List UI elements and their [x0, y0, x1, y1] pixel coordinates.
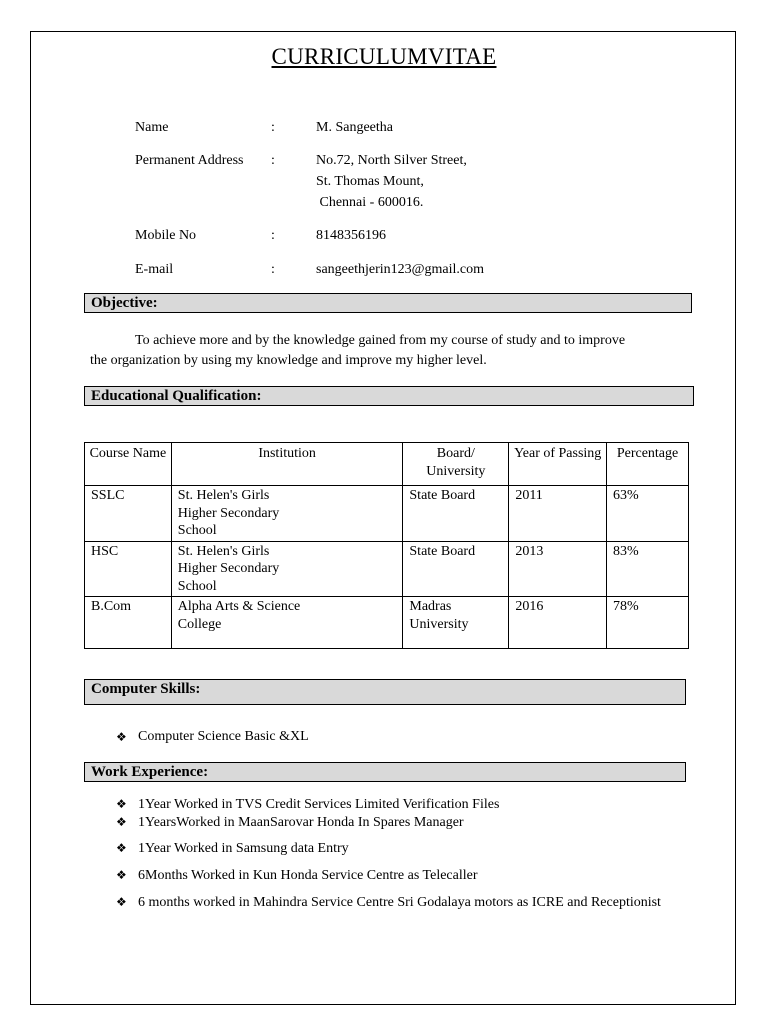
table-header-row	[85, 443, 689, 486]
cell-course: SSLC	[85, 486, 172, 542]
list-item	[116, 841, 661, 868]
experience-text: 1YearsWorked in MaanSarovar Honda In Spares Manager	[138, 815, 464, 830]
name-colon: :	[271, 120, 275, 135]
objective-heading: Objective:	[84, 293, 692, 313]
list-item	[116, 815, 661, 841]
skills-heading: Computer Skills:	[84, 679, 686, 705]
bullet-icon: ❖	[116, 841, 127, 855]
header-institution: Institution	[171, 443, 403, 486]
list-item	[116, 868, 661, 895]
cell-year: 2013	[509, 541, 607, 597]
address-colon: :	[271, 153, 275, 168]
bullet-icon: ❖	[116, 797, 127, 811]
experience-heading: Work Experience:	[84, 762, 686, 782]
cell-board: State Board	[403, 541, 509, 597]
bullet-icon: ❖	[116, 868, 127, 882]
experience-text: 1Year Worked in TVS Credit Services Limited Verification Files	[138, 797, 500, 812]
email-value[interactable]: sangeethjerin123@gmail.com	[316, 262, 485, 277]
cell-course: B.Com	[85, 597, 172, 649]
address-line-3: Chennai - 600016.	[316, 195, 424, 210]
table-row	[85, 597, 689, 649]
bullet-icon: ❖	[116, 730, 127, 744]
header-percentage: Percentage	[607, 443, 689, 486]
cell-board: Madras University	[403, 597, 509, 649]
table-row	[85, 541, 689, 597]
name-label: Name	[135, 120, 169, 135]
header-course: Course Name	[85, 443, 172, 486]
address-label: Permanent Address	[135, 153, 244, 168]
table-row	[85, 486, 689, 542]
name-value: M. Sangeetha	[316, 120, 393, 135]
header-board: Board/ University	[403, 443, 509, 486]
cell-board: State Board	[403, 486, 509, 542]
bullet-icon: ❖	[116, 815, 127, 829]
bullet-icon: ❖	[116, 895, 127, 909]
objective-line-1: To achieve more and by the knowledge gained from my course of study and to improve	[135, 333, 626, 348]
email-colon: :	[271, 262, 275, 277]
email-label: E-mail	[135, 262, 174, 277]
address-line-1: No.72, North Silver Street,	[316, 153, 467, 168]
list-item	[116, 797, 661, 815]
experience-text: 6Months Worked in Kun Honda Service Centre as Telecaller	[138, 868, 478, 883]
experience-text: 6 months worked in Mahindra Service Centre Sri Godalaya motors as ICRE and Receptionist	[138, 895, 661, 910]
cell-course: HSC	[85, 541, 172, 597]
mobile-label: Mobile No	[135, 228, 197, 243]
cell-institution: St. Helen's Girls Higher Secondary School	[171, 541, 403, 597]
experience-list	[116, 797, 661, 915]
mobile-colon: :	[271, 228, 275, 243]
document-title: CURRICULUMVITAE	[271, 44, 497, 69]
education-table	[84, 442, 689, 649]
mobile-value: 8148356196	[316, 228, 386, 243]
cell-percentage: 83%	[607, 541, 689, 597]
address-line-2: St. Thomas Mount,	[316, 174, 424, 189]
skills-list	[116, 728, 309, 746]
header-year: Year of Passing	[509, 443, 607, 486]
cell-percentage: 63%	[607, 486, 689, 542]
experience-text: 1Year Worked in Samsung data Entry	[138, 841, 349, 856]
skill-text: Computer Science Basic &XL	[138, 729, 309, 744]
list-item	[116, 895, 661, 915]
education-heading: Educational Qualification:	[84, 386, 694, 406]
cell-year: 2011	[509, 486, 607, 542]
cell-institution: St. Helen's Girls Higher Secondary School	[171, 486, 403, 542]
cell-institution: Alpha Arts & Science College	[171, 597, 403, 649]
list-item	[116, 728, 309, 746]
objective-line-2: the organization by using my knowledge and improve my higher level.	[90, 353, 487, 368]
cell-percentage: 78%	[607, 597, 689, 649]
cell-year: 2016	[509, 597, 607, 649]
